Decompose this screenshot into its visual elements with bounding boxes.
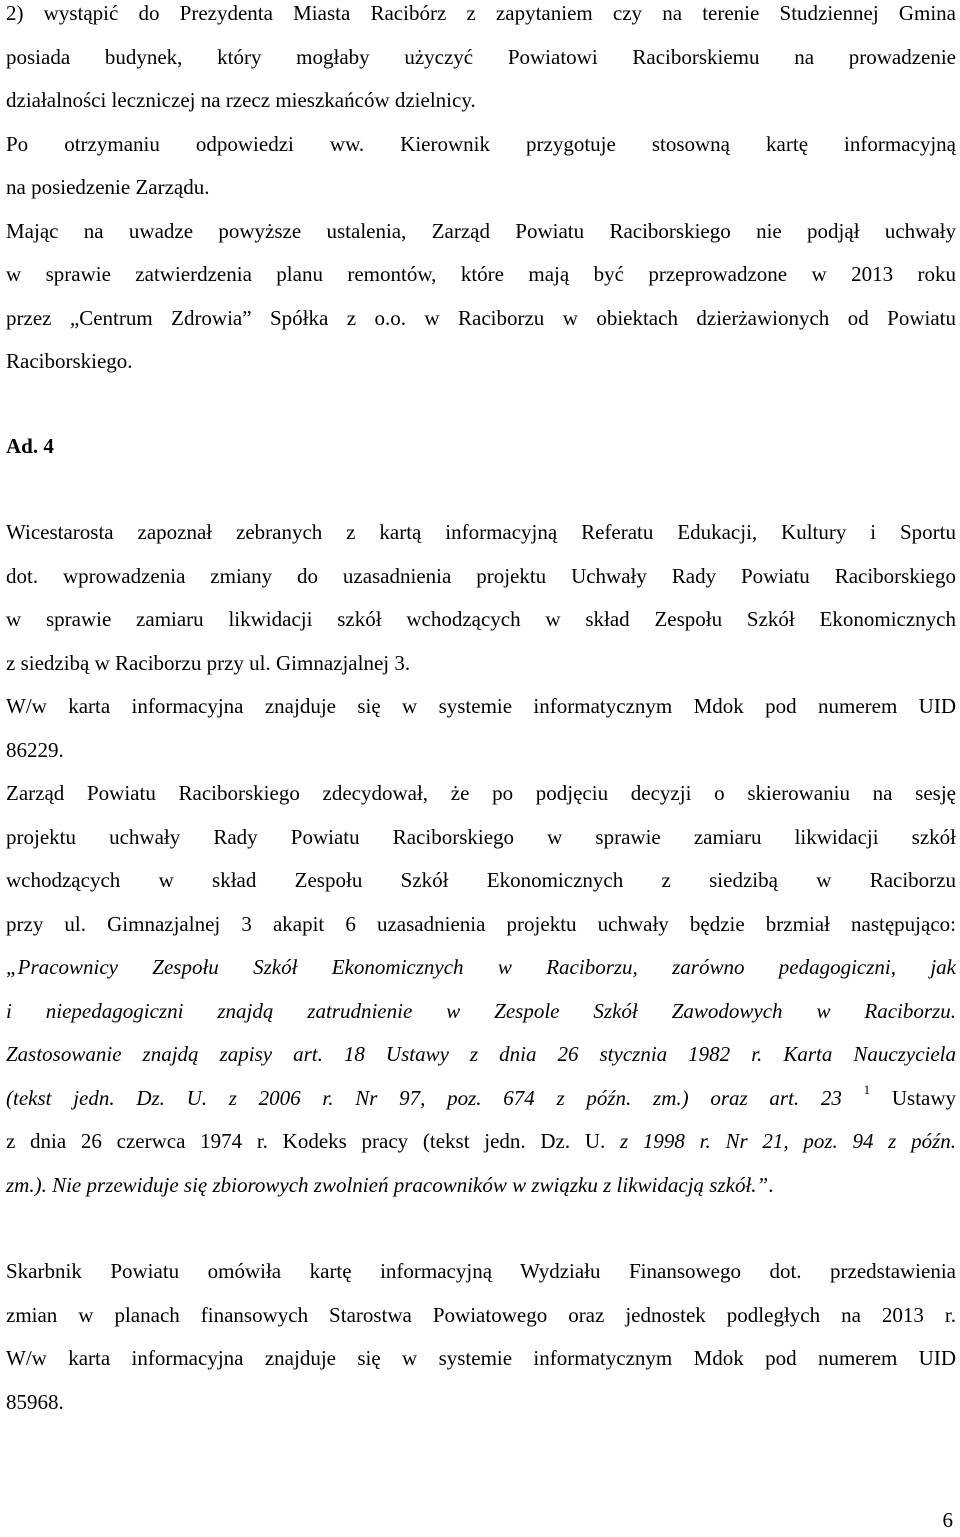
treasurer-line-4: 85968. (6, 1389, 64, 1414)
ad-4-heading: Ad. 4 (6, 434, 54, 458)
ad-4-p1-line-2: dot. wprowadzenia zmiany do uzasadnienia projektu Uchwały Rady Powiatu Raciborskiego (6, 563, 956, 588)
page-number: 6 (942, 1508, 953, 1532)
ad-4-p1-line-6: 86229. (6, 737, 64, 762)
ad-4-heading-block (6, 425, 956, 469)
ad-4-p1-line-3: w sprawie zamiaru likwidacji szkół wchodzących w skład Zespołu Szkół Ekonomicznych (6, 607, 956, 631)
item-2-line-4: Po otrzymaniu odpowiedzi ww. Kierownik przygotuje stosowną kartę informacyjną (6, 131, 956, 156)
item-2-line-3: działalności leczniczej na rzecz mieszkańców dzielnicy. (6, 88, 476, 112)
treasurer-line-3: W/w karta informacyjna znajduje się w systemie informatycznym Mdok pod numerem UID (6, 1346, 956, 1370)
ad-4-p1-line-5: W/w karta informacyjna znajduje się w systemie informatycznym Mdok pod numerem UID (6, 694, 956, 718)
superscript-one: 1 (863, 1081, 871, 1097)
ad-4-p1-line-4: z siedzibą w Raciborzu przy ul. Gimnazjalnej 3. (6, 650, 411, 675)
treasurer-line-1: Skarbnik Powiatu omówiła kartę informacyjną Wydziału Finansowego dot. przedstawienia (6, 1259, 956, 1283)
treasurer-line-2: zmian w planach finansowych Starostwa Powiatowego oraz jednostek podległych na 2013 r. (6, 1302, 956, 1327)
decision-line-4: Raciborskiego. (6, 349, 133, 373)
quote-line-5-tail: z 1998 r. Nr 21, poz. 94 z późn. (620, 1129, 957, 1153)
quote-line-6-text: zm.). Nie przewiduje się zbiorowych zwolnień pracowników w związku z likwidacją szkół.” (6, 1172, 769, 1197)
ad-4-paragraph-2 (6, 772, 956, 1207)
treasurer-paragraph (6, 1250, 956, 1424)
quote-line-3: Zastosowanie znajdą zapisy art. 18 Ustawy z dnia 26 stycznia 1982 r. Karta Nauczyciela (6, 1042, 956, 1066)
quote-line-4-tail: Ustawy (891, 1085, 957, 1110)
decision-line-1: Mając na uwadze powyższe ustalenia, Zarząd Powiatu Raciborskiego nie podjął uchwały (6, 218, 956, 243)
item-2-line-1: 2) wystąpić do Prezydenta Miasta Racibórz z zapytaniem czy na terenie Studziennej Gmina (6, 1, 956, 25)
item-2-line-5: na posiedzenie Zarządu. (6, 175, 210, 199)
item-2-line-2: posiada budynek, który mogłaby użyczyć Powiatowi Raciborskiemu na prowadzenie (6, 44, 956, 69)
quote-line-4-text: (tekst jedn. Dz. U. z 2006 r. Nr 97, poz. 674 z późn. zm.) oraz art. 23 (6, 1085, 842, 1110)
ad-4-p2-line-3: wchodzących w skład Zespołu Szkół Ekonomicznych z siedzibą w Raciborzu (6, 868, 956, 892)
ad-4-paragraph-1 (6, 511, 956, 772)
quote-line-5-text: z dnia 26 czerwca 1974 r. Kodeks pracy (tekst jedn. Dz. U. (6, 1129, 606, 1153)
quote-line-6 (6, 1164, 956, 1208)
item-2-section (6, 0, 956, 384)
ad-4-p2-line-4: przy ul. Gimnazjalnej 3 akapit 6 uzasadnienia projektu uchwały będzie brzmiał następująco: (6, 911, 956, 936)
ad-4-p2-line-2: projektu uchwały Rady Powiatu Raciborskiego w sprawie zamiaru likwidacji szkół (6, 824, 956, 849)
quote-line-2: i niepedagogiczni znajdą zatrudnienie w Zespole Szkół Zawodowych w Raciborzu. (6, 998, 956, 1023)
quote-line-5 (6, 1120, 956, 1164)
ad-4-p2-line-1: Zarząd Powiatu Raciborskiego zdecydował, że po podjęciu decyzji o skierowaniu na sesję (6, 781, 956, 805)
quote-line-6-period: . (768, 1172, 774, 1197)
quote-line-1: „Pracownicy Zespołu Szkół Ekonomicznych w Raciborzu, zarówno pedagogiczni, jak (6, 955, 956, 979)
quote-line-4 (6, 1077, 956, 1121)
decision-line-2: w sprawie zatwierdzenia planu remontów, które mają być przeprowadzone w 2013 roku (6, 262, 956, 286)
decision-line-3: przez „Centrum Zdrowia” Spółka z o.o. w Raciborzu w obiektach dzierżawionych od Powiatu (6, 305, 956, 330)
ad-4-p1-line-1: Wicestarosta zapoznał zebranych z kartą informacyjną Referatu Edukacji, Kultury i Sportu (6, 520, 956, 544)
